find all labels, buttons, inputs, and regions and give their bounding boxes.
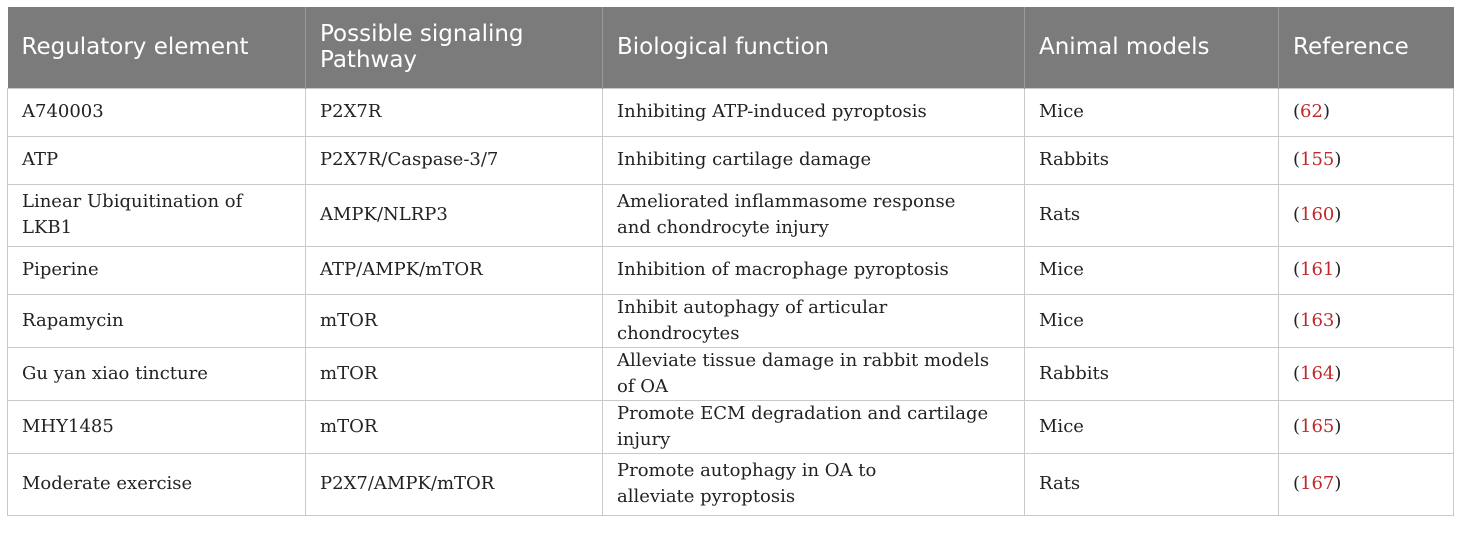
reference-link[interactable]: 62 [1300,101,1323,122]
cell-function: Inhibit autophagy of articular chondrocytes [603,294,1025,347]
reference-link[interactable]: 161 [1300,259,1335,280]
header-row [8,7,1454,88]
cell-function-text: Ameliorated inflammasome response and chondrocyte injury [617,191,956,238]
cell-model: Mice [1025,400,1279,453]
cell-model: Rats [1025,453,1279,515]
cell-reference: (161) [1279,246,1454,294]
header-signaling-pathway-label: Possible signaling Pathway [320,21,524,74]
cell-element: Piperine [8,246,306,294]
cell-model: Mice [1025,294,1279,347]
cell-function-text: Promote autophagy in OA to alleviate pyroptosis [617,460,877,507]
cell-function: Inhibiting ATP-induced pyroptosis [603,88,1025,136]
cell-pathway: mTOR [306,400,603,453]
reference-link[interactable]: 167 [1300,473,1335,494]
cell-reference: (62) [1279,88,1454,136]
cell-pathway: P2X7/AMPK/mTOR [306,453,603,515]
cell-reference: (165) [1279,400,1454,453]
cell-model: Rats [1025,184,1279,246]
regulatory-elements-table [7,7,1454,516]
table-header [8,7,1454,88]
reference-link[interactable]: 155 [1300,149,1335,170]
table-row [8,453,1454,515]
reference-link[interactable]: 160 [1300,204,1335,225]
reference-link[interactable]: 165 [1300,415,1335,437]
cell-reference: (160) [1279,184,1454,246]
cell-element: Gu yan xiao tincture [8,347,306,400]
cell-element: Linear Ubiquitination of LKB1 [8,184,306,246]
cell-function: Inhibiting cartilage damage [603,136,1025,184]
table-row [8,400,1454,453]
header-regulatory-element: Regulatory element [8,7,306,88]
cell-element: A740003 [8,88,306,136]
table-row [8,184,1454,246]
reference-link[interactable]: 163 [1300,309,1335,331]
cell-reference: (167) [1279,453,1454,515]
data-table-container [7,7,1453,516]
table-row [8,294,1454,347]
cell-pathway: mTOR [306,347,603,400]
header-signaling-pathway [306,7,603,88]
cell-function [603,453,1025,515]
cell-element: MHY1485 [8,400,306,453]
table-row [8,88,1454,136]
cell-model: Rabbits [1025,136,1279,184]
cell-model: Mice [1025,88,1279,136]
cell-element: Moderate exercise [8,453,306,515]
cell-pathway: P2X7R [306,88,603,136]
cell-pathway: mTOR [306,294,603,347]
cell-function: Inhibition of macrophage pyroptosis [603,246,1025,294]
cell-reference: (164) [1279,347,1454,400]
header-animal-models: Animal models [1025,7,1279,88]
reference-link[interactable]: 164 [1300,362,1335,384]
cell-element: ATP [8,136,306,184]
cell-pathway: AMPK/NLRP3 [306,184,603,246]
table-row [8,347,1454,400]
cell-model: Rabbits [1025,347,1279,400]
cell-function [603,184,1025,246]
cell-pathway: P2X7R/Caspase-3/7 [306,136,603,184]
header-biological-function: Biological function [603,7,1025,88]
cell-reference: (155) [1279,136,1454,184]
table-row [8,136,1454,184]
table-body [8,88,1454,515]
cell-pathway: ATP/AMPK/mTOR [306,246,603,294]
cell-function: Promote ECM degradation and cartilage injury [603,400,1025,453]
cell-reference: (163) [1279,294,1454,347]
cell-element: Rapamycin [8,294,306,347]
header-reference: Reference [1293,34,1409,61]
cell-model: Mice [1025,246,1279,294]
cell-function: Alleviate tissue damage in rabbit models of OA [603,347,1025,400]
table-row [8,246,1454,294]
